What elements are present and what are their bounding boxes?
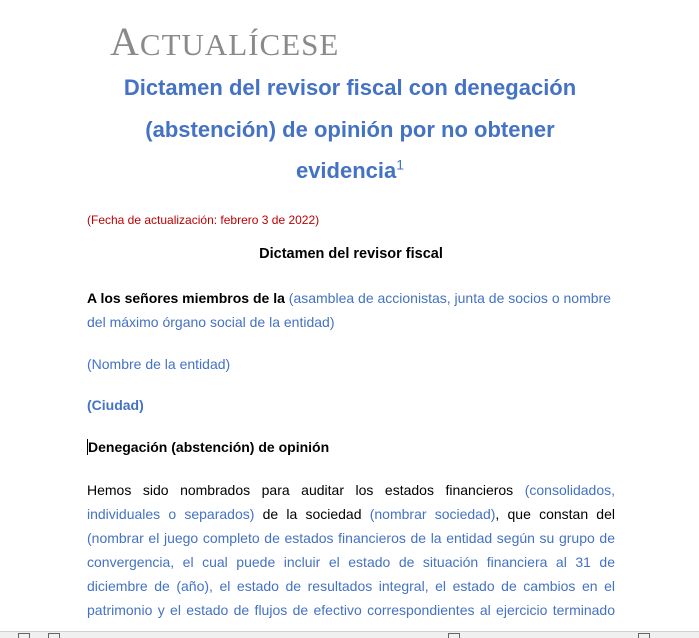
- actualicese-logo: [110, 18, 339, 65]
- section-heading: [87, 435, 615, 459]
- city-placeholder: (Ciudad): [87, 397, 144, 413]
- body-text: , que constan del: [495, 506, 615, 522]
- document-title-line-1: Dictamen del revisor fiscal con denegación: [123, 75, 577, 100]
- document-title-line-3: [80, 158, 620, 184]
- entity-name-placeholder: (Nombre de la entidad): [87, 356, 231, 372]
- section-heading-text: Denegación (abstención) de opinión: [88, 439, 330, 455]
- body-text: Hemos sido nombrados para auditar los estados financieros: [87, 482, 525, 498]
- addressee-lead: A los señores miembros de la: [87, 290, 289, 306]
- body-placeholder: individuales o separados): [87, 506, 255, 522]
- page-view-icon[interactable]: [18, 633, 30, 638]
- body-text: de la sociedad: [254, 506, 370, 522]
- logo-initial: A: [110, 19, 140, 64]
- addressee-placeholder: (asamblea de accionistas, junta de socios o nombre: [288, 290, 611, 306]
- body-line: diciembre de (año), el estado de resultados integral, el estado de cambios en el: [87, 578, 615, 594]
- update-date: (Fecha de actualización: febrero 3 de 2022): [87, 213, 320, 227]
- footnote-reference[interactable]: 1: [396, 156, 405, 173]
- addressee-paragraph: [87, 286, 615, 334]
- body-placeholder: (nombrar sociedad): [369, 506, 496, 522]
- title-word: evidencia: [295, 158, 397, 183]
- layout-icon[interactable]: [448, 633, 460, 638]
- zoom-icon[interactable]: [638, 633, 650, 638]
- body-line: convergencia, el cual puede incluir el estado de situación financiera al 31 de: [87, 554, 615, 570]
- body-line: patrimonio y el estado de flujos de efectivo correspondientes al ejercicio terminado: [87, 602, 615, 618]
- body-line: (nombrar el juego completo de estados financieros de la entidad según su grupo de: [87, 530, 615, 546]
- body-paragraph: [87, 478, 615, 622]
- settings-icon[interactable]: [48, 633, 60, 638]
- body-line: [87, 502, 615, 526]
- document-title-line-2: (abstención) de opinión por no obtener: [145, 117, 555, 142]
- section-subtitle: Dictamen del revisor fiscal: [259, 246, 443, 262]
- logo-rest: CTUALÍCESE: [139, 27, 340, 62]
- body-placeholder: (consolidados,: [524, 482, 615, 498]
- addressee-placeholder-cont: del máximo órgano social de la entidad): [87, 314, 335, 330]
- body-line: [87, 478, 615, 502]
